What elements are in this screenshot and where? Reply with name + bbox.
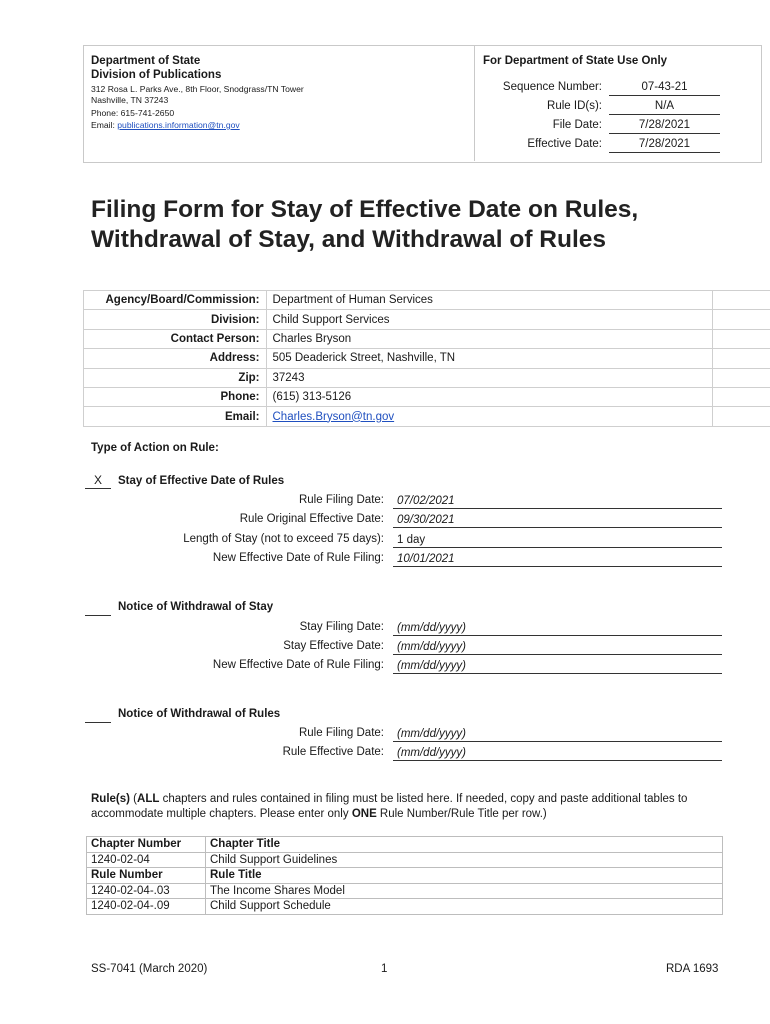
rda-number: RDA 1693 bbox=[666, 963, 719, 975]
zip-extra bbox=[713, 368, 770, 387]
withdraw-rules-checkbox[interactable] bbox=[85, 708, 111, 723]
address-extra bbox=[713, 349, 770, 368]
file-date-label: File Date: bbox=[552, 119, 602, 131]
title-line2: Withdrawal of Stay, and Withdrawal of Rules bbox=[91, 226, 607, 253]
withdraw-stay-title: Notice of Withdrawal of Stay bbox=[118, 601, 274, 613]
contact-email-label: Email: bbox=[84, 407, 267, 426]
rules-note-text1: ( bbox=[129, 793, 138, 805]
contact-extra bbox=[713, 329, 770, 348]
withdraw-stay-effective-value[interactable]: (mm/dd/yyyy) bbox=[393, 640, 722, 655]
chapter-title-header: Chapter Title bbox=[206, 837, 723, 853]
stay-checkmark[interactable]: X bbox=[85, 473, 111, 489]
email-link[interactable]: publications.information@tn.gov bbox=[117, 120, 240, 130]
rule-header-row bbox=[87, 868, 723, 884]
agency-table bbox=[83, 290, 770, 427]
contact-email-link[interactable]: Charles.Bryson@tn.gov bbox=[272, 410, 395, 423]
stay-original-effective-value[interactable]: 09/30/2021 bbox=[393, 513, 722, 528]
page-number: 1 bbox=[381, 963, 388, 975]
contact-label: Contact Person: bbox=[84, 329, 267, 348]
division-name: Division of Publications bbox=[91, 69, 222, 81]
form-id: SS-7041 (March 2020) bbox=[91, 963, 208, 975]
phone-row bbox=[84, 387, 770, 406]
contact-value[interactable]: Charles Bryson bbox=[266, 329, 713, 348]
agency-label: Agency/Board/Commission: bbox=[84, 291, 267, 310]
address-line1: 312 Rosa L. Parks Ave., 8th Floor, Snodgrass/TN Tower bbox=[91, 84, 304, 94]
division-value[interactable]: Child Support Services bbox=[266, 310, 713, 329]
withdraw-stay-new-effective-value[interactable]: (mm/dd/yyyy) bbox=[393, 659, 722, 674]
zip-label: Zip: bbox=[84, 368, 267, 387]
withdraw-rules-effective-value[interactable]: (mm/dd/yyyy) bbox=[393, 746, 722, 761]
withdraw-rules-effective-label: Rule Effective Date: bbox=[282, 746, 384, 758]
stay-rule-filing-date-value[interactable]: 07/02/2021 bbox=[393, 494, 722, 509]
sequence-label: Sequence Number: bbox=[502, 81, 602, 93]
rule-id-value: N/A bbox=[609, 99, 720, 115]
rule-title[interactable]: The Income Shares Model bbox=[206, 883, 723, 899]
agency-row bbox=[84, 291, 770, 310]
address-label: Address: bbox=[84, 349, 267, 368]
rules-table bbox=[86, 836, 723, 915]
stay-length-value[interactable]: 1 day bbox=[393, 533, 722, 548]
agency-extra bbox=[713, 291, 770, 310]
title-line1: Filing Form for Stay of Effective Date on Rules, bbox=[91, 196, 639, 223]
rule-number[interactable]: 1240-02-04-.03 bbox=[87, 883, 206, 899]
chapter-number-header: Chapter Number bbox=[87, 837, 206, 853]
address-row bbox=[84, 349, 770, 368]
withdraw-rules-filing-label: Rule Filing Date: bbox=[298, 727, 384, 739]
phone: Phone: 615-741-2650 bbox=[91, 108, 175, 118]
address-value[interactable]: 505 Deaderick Street, Nashville, TN bbox=[266, 349, 713, 368]
stay-rule-filing-date-label: Rule Filing Date: bbox=[298, 494, 384, 506]
table-row bbox=[87, 899, 723, 915]
withdraw-stay-filing-label: Stay Filing Date: bbox=[299, 621, 384, 633]
withdraw-stay-new-effective-label: New Effective Date of Rule Filing: bbox=[212, 659, 384, 671]
zip-value[interactable]: 37243 bbox=[266, 368, 713, 387]
withdraw-rules-filing-value[interactable]: (mm/dd/yyyy) bbox=[393, 727, 722, 742]
division-row bbox=[84, 310, 770, 329]
email-line bbox=[91, 120, 240, 131]
rules-note-text3: Rule Number/Rule Title per row.) bbox=[376, 808, 547, 820]
withdraw-stay-checkbox[interactable] bbox=[85, 601, 111, 616]
rule-id-label: Rule ID(s): bbox=[547, 100, 602, 112]
contact-row bbox=[84, 329, 770, 348]
withdraw-rules-title: Notice of Withdrawal of Rules bbox=[118, 708, 281, 720]
rule-number[interactable]: 1240-02-04-.09 bbox=[87, 899, 206, 915]
email-row bbox=[84, 407, 770, 426]
chapter-number[interactable]: 1240-02-04 bbox=[87, 852, 206, 868]
email-extra bbox=[713, 407, 770, 426]
rules-note-bold2: ALL bbox=[137, 793, 160, 805]
effective-date-value: 7/28/2021 bbox=[609, 137, 720, 153]
withdraw-stay-effective-label: Stay Effective Date: bbox=[283, 640, 384, 652]
rule-title[interactable]: Child Support Schedule bbox=[206, 899, 723, 915]
division-label: Division: bbox=[84, 310, 267, 329]
rules-note-bold3: ONE bbox=[351, 808, 377, 820]
zip-row bbox=[84, 368, 770, 387]
action-heading: Type of Action on Rule: bbox=[91, 442, 219, 454]
chapter-header-row bbox=[87, 837, 723, 853]
division-extra bbox=[713, 310, 770, 329]
file-date-value: 7/28/2021 bbox=[609, 118, 720, 134]
stay-new-effective-value[interactable]: 10/01/2021 bbox=[393, 552, 722, 567]
contact-email-value[interactable] bbox=[266, 407, 713, 426]
sequence-value: 07-43-21 bbox=[609, 80, 720, 96]
rule-title-header: Rule Title bbox=[206, 868, 723, 884]
rule-number-header: Rule Number bbox=[87, 868, 206, 884]
phone-value[interactable]: (615) 313-5126 bbox=[266, 387, 713, 406]
dept-name: Department of State bbox=[91, 55, 201, 67]
page-title bbox=[91, 195, 638, 255]
stay-new-effective-label: New Effective Date of Rule Filing: bbox=[212, 552, 384, 564]
chapter-title[interactable]: Child Support Guidelines bbox=[206, 852, 723, 868]
stay-title: Stay of Effective Date of Rules bbox=[118, 475, 285, 487]
table-row bbox=[87, 883, 723, 899]
address-line2: Nashville, TN 37243 bbox=[91, 95, 169, 105]
use-only-heading: For Department of State Use Only bbox=[483, 55, 668, 67]
rules-note-bold1: Rule(s) bbox=[91, 793, 130, 805]
email-label: Email: bbox=[91, 120, 118, 130]
chapter-row bbox=[87, 852, 723, 868]
effective-date-label: Effective Date: bbox=[527, 138, 602, 150]
rules-note-text2: chapters and rules contained in filing must be listed here. If needed, copy and paste additional tables to accommodate multiple chapters. Please enter only bbox=[91, 793, 688, 820]
phone-extra bbox=[713, 387, 770, 406]
stay-length-label: Length of Stay (not to exceed 75 days): bbox=[183, 533, 384, 545]
rules-instructions bbox=[91, 792, 731, 822]
phone-label: Phone: bbox=[84, 387, 267, 406]
stay-original-effective-label: Rule Original Effective Date: bbox=[239, 513, 384, 525]
agency-value[interactable]: Department of Human Services bbox=[266, 291, 713, 310]
withdraw-stay-filing-value[interactable]: (mm/dd/yyyy) bbox=[393, 621, 722, 636]
